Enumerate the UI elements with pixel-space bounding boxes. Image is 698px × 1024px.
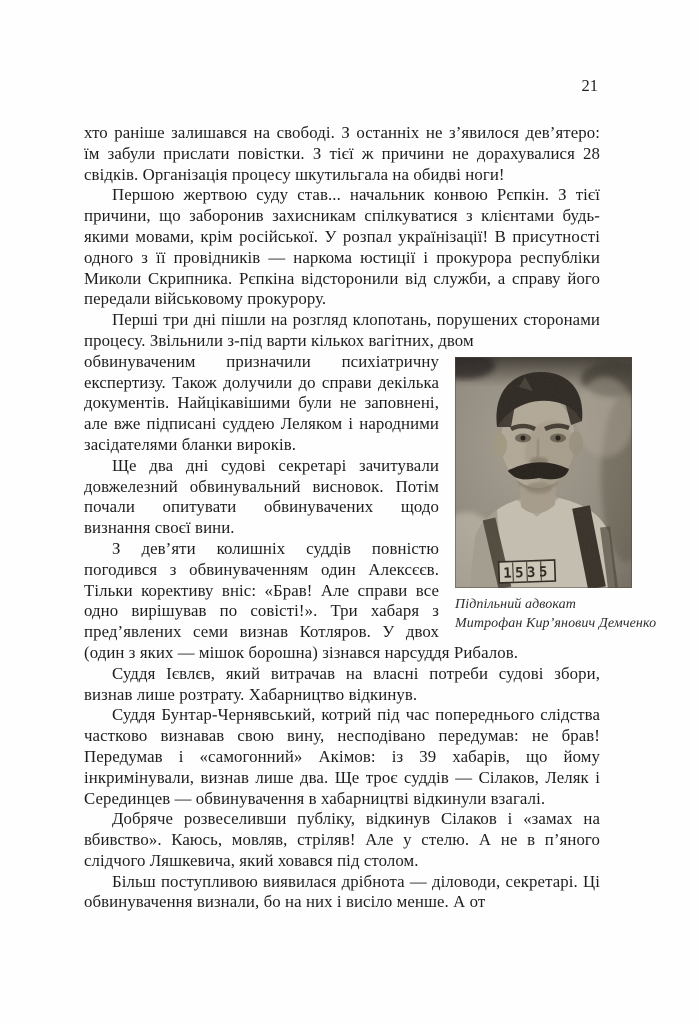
photo-caption [455, 595, 657, 634]
paragraph-4: Ще два дні судові секретарі зачитували довжелезний обвинувальний висновок. Потім почали опитувати обвинувачених щодо визнання своєї вини. [84, 455, 439, 538]
caption-line-2: Митрофан Кир’янович Демченко [455, 616, 657, 632]
text-wrap-region [84, 351, 657, 664]
paragraph-5: З дев’яти колишніх суддів повністю погодився з обвинуваченням один Алексєєв. Тільки корективу вніс: «Брав! Але справи все одно вирішував по совісті!». Три хабаря з пред’явлених семи визнав Котляров. У двох (один з яких — мішок борошна) зізнався нарсуддя Рибалов. [84, 538, 519, 662]
paragraph-8: Добряче розвеселивши публіку, відкинув Сілаков і «замах на вбивство». Каюсь, мовляв, стріляв! Але у стелю. А не в п’яного слідчого Ляшкевича, який ховався під столом. [84, 809, 600, 870]
mugshot-photo [455, 357, 632, 588]
mugshot-figure [455, 357, 657, 634]
paragraph-9: Більш поступливою виявилася дрібнота — діловоди, секретарі. Ці обвинувачення визнали, бо на них і висіло менше. А от [84, 871, 600, 912]
paragraph-6: Суддя Ієвлєв, який витрачав на власні потреби судові збори, визнав лише розтрату. Хабарництво відкинув. [84, 663, 600, 704]
page-number: 21 [581, 76, 598, 95]
paragraph-2: Першою жертвою суду став... начальник конвою Рєпкін. З тієї причини, що заборонив захисникам спілкуватися з клієнтами будь-якими мовами, крім російської. У розпал українізації! В присутності одного з її провідників — наркома юстиції і прокурора республіки Миколи Скрипника. Рєпкіна відсторонили від служби, а справу його передали військовому прокурору. [84, 185, 600, 309]
body-text [84, 123, 657, 913]
paragraph-7: Суддя Бунтар-Чернявський, котрий під час попереднього слідства частково визнавав свою вину, несподівано передумав: не брав! Передумав і «самогонний» Акімов: із 39 хабарів, що йому інкримінували, визнав лише два. Ще троє суддів — Сілаков, Леляк і Серединцев — обвинувачення в хабарництві відкинули взагалі. [84, 705, 600, 808]
caption-line-1: Підпільний адвокат [455, 596, 576, 612]
paragraph-3-part-a: Перші три дні пішли на розгляд клопотань, порушених сторонами процесу. Звільнили з-під варти кількох вагітних, двом [84, 310, 600, 350]
paragraph-3-part-b: обвинуваченим призначили психіатричну експертизу. Також долучили до справи декілька документів. Найцікавішими були не заповнені, але вже підписані суддею Леляком і народними засідателями бланки вироків. [84, 351, 439, 454]
paragraph-1: хто раніше залишався на свободі. З останніх не з’явилося дев’ятеро: їм забули прислати повістки. З тієї ж причини не дорахувалися 28 свідків. Організація процесу шкутильгала на обидві ноги! [84, 123, 600, 184]
